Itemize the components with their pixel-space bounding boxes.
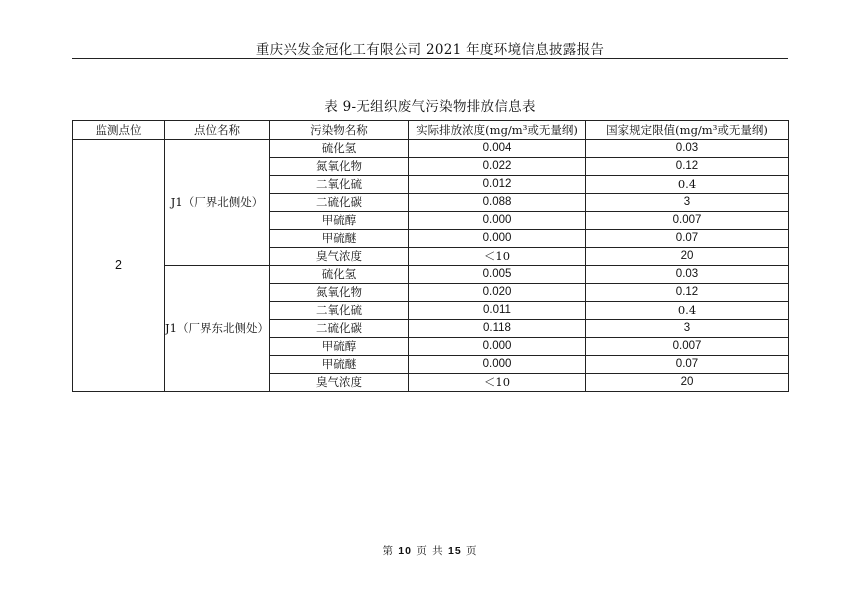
header-divider (72, 58, 788, 59)
pollutant-cell: 二硫化碳 (270, 194, 409, 212)
pollutant-cell: 臭气浓度 (270, 248, 409, 266)
table-title: 表 9-无组织废气污染物排放信息表 (324, 99, 536, 115)
table-row (73, 266, 789, 284)
actual-value-cell: ＜10 (409, 374, 586, 392)
actual-value-cell: 0.011 (409, 302, 586, 320)
footer-page-number: 10 (398, 545, 412, 557)
col-header-pollutant: 污染物名称 (270, 121, 409, 140)
footer-total-pages: 15 (448, 545, 462, 557)
pollutant-cell: 甲硫醇 (270, 212, 409, 230)
limit-value-cell: 3 (586, 194, 789, 212)
actual-value-cell: 0.012 (409, 176, 586, 194)
pollutant-cell: 二氧化硫 (270, 176, 409, 194)
actual-value-cell: 0.118 (409, 320, 586, 338)
actual-value-cell: 0.005 (409, 266, 586, 284)
monitoring-point-cell: 2 (73, 140, 165, 392)
pollutant-cell: 氮氧化物 (270, 284, 409, 302)
pollutant-cell: 臭气浓度 (270, 374, 409, 392)
pollutant-cell: 甲硫醚 (270, 230, 409, 248)
limit-value-cell: 0.12 (586, 284, 789, 302)
limit-value-cell: 0.07 (586, 230, 789, 248)
footer-suffix: 页 (466, 545, 478, 557)
limit-value-cell: 20 (586, 248, 789, 266)
actual-value-cell: ＜10 (409, 248, 586, 266)
limit-value-cell: 20 (586, 374, 789, 392)
pollutant-cell: 甲硫醚 (270, 356, 409, 374)
col-header-point-name: 点位名称 (165, 121, 270, 140)
footer-middle: 页 共 (416, 545, 444, 557)
limit-value-cell: 3 (586, 320, 789, 338)
limit-value-cell: 0.4 (586, 176, 789, 194)
footer-prefix: 第 (382, 545, 394, 557)
actual-value-cell: 0.000 (409, 212, 586, 230)
limit-value-cell: 0.07 (586, 356, 789, 374)
limit-value-cell: 0.03 (586, 266, 789, 284)
report-header-title: 重庆兴发金冠化工有限公司 2021 年度环境信息披露报告 (255, 42, 605, 58)
pollutant-cell: 氮氧化物 (270, 158, 409, 176)
limit-value-cell: 0.03 (586, 140, 789, 158)
actual-value-cell: 0.000 (409, 338, 586, 356)
actual-value-cell: 0.000 (409, 356, 586, 374)
pollutant-cell: 甲硫醇 (270, 338, 409, 356)
table-header-row (73, 121, 789, 140)
table-row (73, 140, 789, 158)
pollutant-cell: 二硫化碳 (270, 320, 409, 338)
emission-table (72, 120, 789, 392)
pollutant-cell: 二氧化硫 (270, 302, 409, 320)
actual-value-cell: 0.000 (409, 230, 586, 248)
page-footer (72, 543, 788, 558)
point-name-cell: J1（厂界东北侧处） (165, 266, 270, 392)
col-header-national-limit: 国家规定限值(mg/m³或无量纲) (586, 121, 789, 140)
limit-value-cell: 0.007 (586, 338, 789, 356)
actual-value-cell: 0.088 (409, 194, 586, 212)
pollutant-cell: 硫化氢 (270, 140, 409, 158)
col-header-actual-concentration: 实际排放浓度(mg/m³或无量纲) (409, 121, 586, 140)
limit-value-cell: 0.4 (586, 302, 789, 320)
pollutant-cell: 硫化氢 (270, 266, 409, 284)
col-header-monitoring-point: 监测点位 (73, 121, 165, 140)
actual-value-cell: 0.022 (409, 158, 586, 176)
limit-value-cell: 0.12 (586, 158, 789, 176)
point-name-cell: J1（厂界北侧处） (165, 140, 270, 266)
actual-value-cell: 0.020 (409, 284, 586, 302)
actual-value-cell: 0.004 (409, 140, 586, 158)
limit-value-cell: 0.007 (586, 212, 789, 230)
